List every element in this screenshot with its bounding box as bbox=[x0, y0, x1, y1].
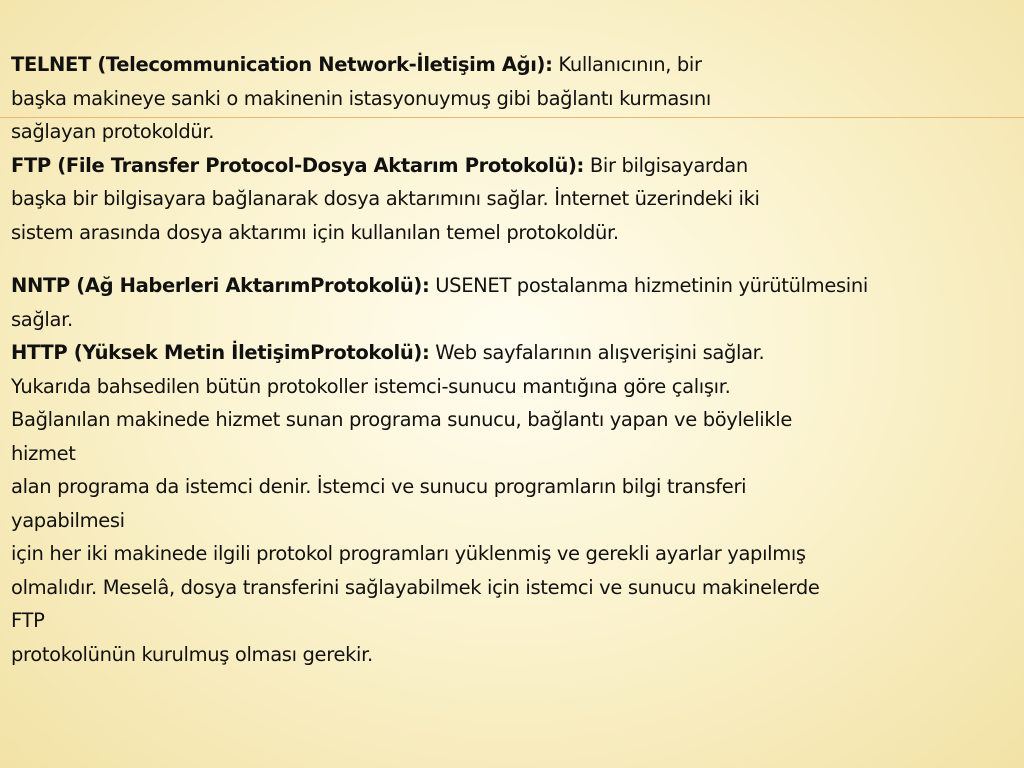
nntp-definition-line-2: sağlar. bbox=[11, 307, 73, 331]
ftp-definition-line-2: başka bir bilgisayara bağlanarak dosya aktarımını sağlar. İnternet üzerindeki iki bbox=[11, 187, 760, 210]
telnet-text-1: Kullanıcının, bir bbox=[552, 53, 702, 76]
nntp-text-1: USENET postalanma hizmetinin yürütülmesini bbox=[429, 274, 868, 297]
nntp-term: NNTP (Ağ Haberleri AktarımProtokolü): bbox=[11, 274, 430, 297]
http-definition-line-1 bbox=[11, 336, 1017, 370]
http-text-1: Web sayfalarının alışverişini sağlar. bbox=[429, 341, 765, 364]
paragraph-gap bbox=[11, 249, 1017, 269]
body-line: yapabilmesi bbox=[11, 508, 125, 532]
body-line: Yukarıda bahsedilen bütün protokoller istemci-sunucu mantığına göre çalışır. bbox=[11, 374, 731, 398]
slide-text-body bbox=[11, 48, 1017, 671]
body-line: Bağlanılan makinede hizmet sunan programa sunucu, bağlantı yapan ve böylelikle bbox=[11, 408, 792, 431]
telnet-definition-line-1 bbox=[11, 48, 1017, 82]
ftp-text-1: Bir bilgisayardan bbox=[584, 153, 748, 177]
body-line: FTP bbox=[11, 609, 45, 632]
body-line: protokolünün kurulmuş olması gerekir. bbox=[11, 642, 373, 666]
body-line: için her iki makinede ilgili protokol programları yüklenmiş ve gerekli ayarlar yapılmış bbox=[11, 542, 806, 565]
ftp-definition-line-1 bbox=[11, 149, 1017, 183]
ftp-definition-line-3: sistem arasında dosya aktarımı için kullanılan temel protokoldür. bbox=[11, 220, 619, 244]
body-line: hizmet bbox=[11, 441, 76, 465]
http-term: HTTP (Yüksek Metin İletişimProtokolü): bbox=[11, 341, 430, 364]
body-line: alan programa da istemci denir. İstemci ve sunucu programların bilgi transferi bbox=[11, 475, 747, 498]
ftp-term: FTP (File Transfer Protocol-Dosya Aktarım Protokolü): bbox=[11, 153, 585, 177]
nntp-definition-line-1 bbox=[11, 269, 1017, 303]
telnet-term: TELNET (Telecommunication Network-İletişim Ağı): bbox=[11, 53, 553, 76]
body-line: olmalıdır. Meselâ, dosya transferini sağlayabilmek için istemci ve sunucu makinelerde bbox=[11, 575, 820, 599]
telnet-definition-line-2: başka makineye sanki o makinenin istasyonuymuş gibi bağlantı kurmasını bbox=[11, 86, 711, 110]
telnet-definition-line-3: sağlayan protokoldür. bbox=[11, 120, 215, 143]
